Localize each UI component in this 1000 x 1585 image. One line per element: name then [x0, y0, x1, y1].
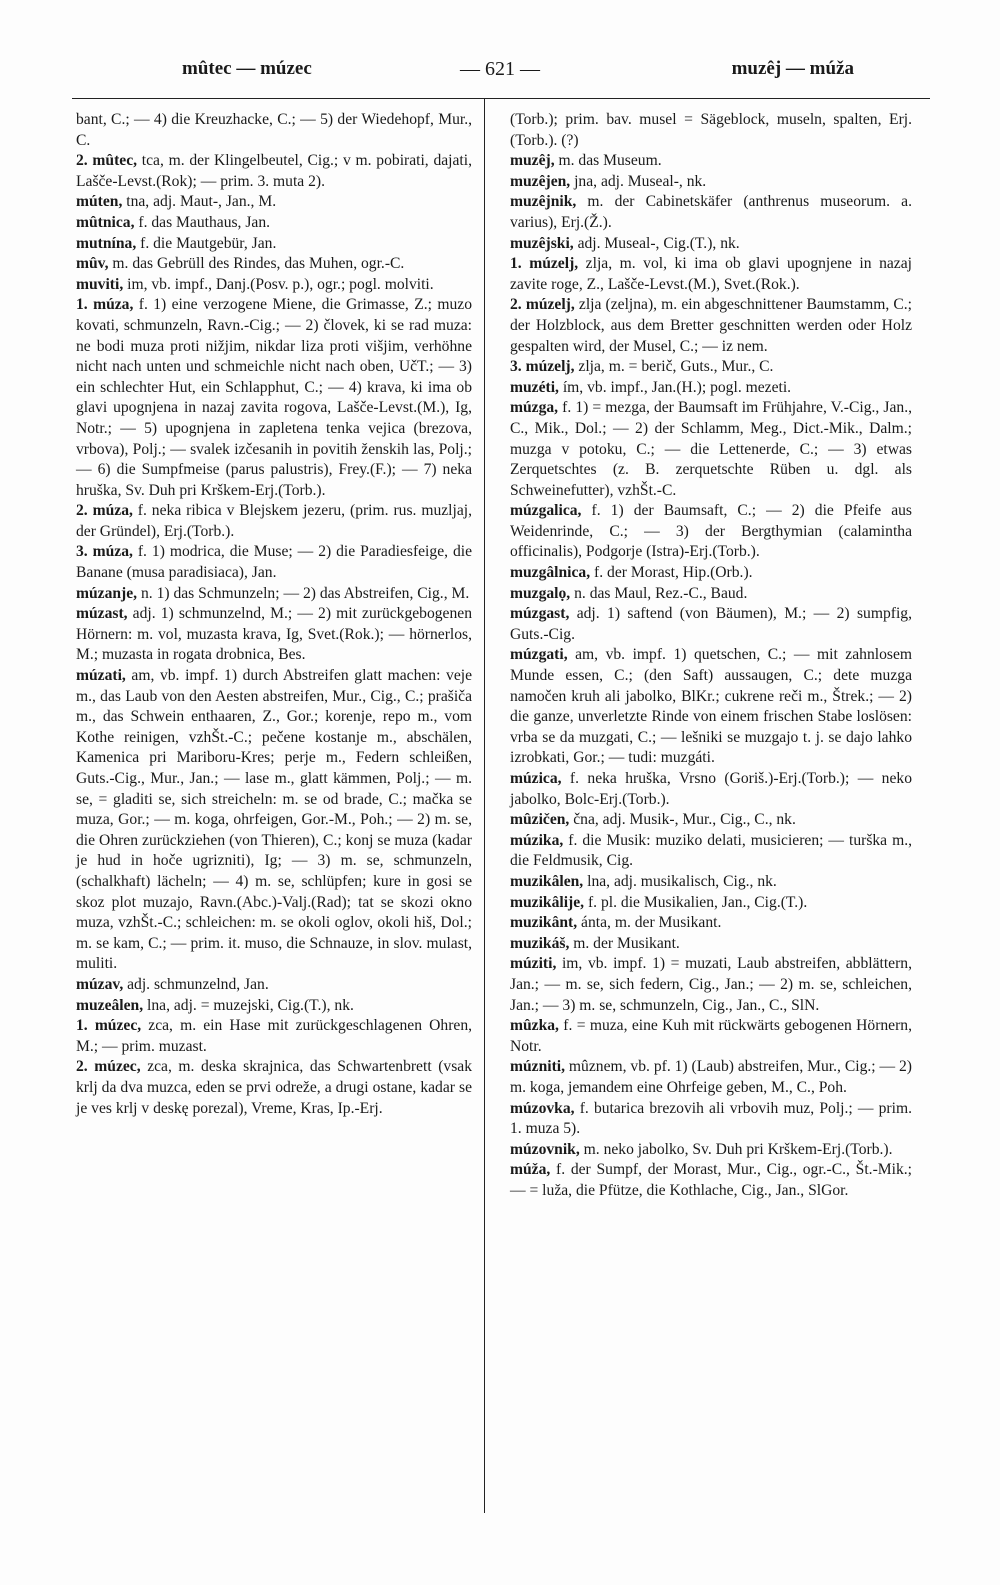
entry-headword: múža, — [510, 1161, 551, 1179]
left-column — [76, 110, 472, 1119]
dictionary-entry — [510, 501, 912, 563]
dictionary-entry — [76, 1016, 472, 1057]
entry-headword: muzêjnik, — [510, 193, 577, 211]
page-number: — 621 — — [460, 58, 540, 80]
entry-definition: jna, adj. Museal-, nk. — [570, 172, 707, 190]
entry-definition: f. = muza, eine Kuh mit rückwärts gebogenen Hörnern, Notr. — [510, 1017, 912, 1055]
header-rule — [72, 98, 930, 99]
entry-definition: f. pl. die Musikalien, Jan., Cig.(T.). — [584, 893, 808, 911]
entry-definition: im, vb. impf. 1) = muzati, Laub abstreifen, abblättern, Jan.; — m. se, sich federn, Cig., Jan.; — 2) m. se, schleichen, Jan.; — 3) m. se, schmunzeln, Cig., Jan., C., SlN. — [510, 955, 912, 1014]
dictionary-entry — [510, 913, 912, 934]
entry-headword: múzovka, — [510, 1099, 575, 1117]
dictionary-entry — [76, 996, 472, 1017]
dictionary-entry — [510, 1140, 912, 1161]
entry-definition: f. butarica brezovih ali vrbovih muz, Polj.; — prim. 1. muza 5). — [510, 1099, 912, 1138]
entry-definition: f. 1) der Baumsaft, C.; — 2) die Pfeife aus Weidenrinde, C.; — 3) der Bergthymian (calamintha officinalis), Podgorje (Istra)-Erj.(Torb.). — [510, 502, 912, 561]
dictionary-entry — [76, 501, 472, 542]
dictionary-entry — [510, 954, 912, 1016]
entry-headword: muzêjen, — [510, 172, 571, 190]
dictionary-entry — [510, 234, 912, 255]
entry-headword: 3. múza, — [76, 543, 133, 561]
header-right-guideword: muzêj — múža — [731, 58, 854, 79]
entry-headword: múzanje, — [76, 584, 138, 602]
dictionary-entry — [76, 666, 472, 975]
entry-headword: múzga, — [510, 399, 559, 417]
entry-headword: muzgâlnica, — [510, 564, 591, 582]
entry-headword: muzgalọ, — [510, 584, 571, 602]
entry-definition: f. 1) modrica, die Muse; — 2) die Paradiesfeige, die Banane (musa paradisiaca), Jan. — [76, 543, 472, 582]
entry-headword: múzati, — [76, 667, 126, 685]
header-left-guideword: mûtec — múzec — [182, 58, 312, 79]
entry-definition: lna, adj. = muzejski, Cig.(T.), nk. — [143, 996, 354, 1014]
entry-definition: adj. schmunzelnd, Jan. — [123, 975, 269, 993]
entry-definition: am, vb. impf. 1) quetschen, C.; — mit zahnlosem Munde essen, C.; (den Saft) aussaugen, C.; dete muzga namočen kruh ali jabolko, BlKr.; cukrene reči m., Štrek.; — 2) die ganze, unverletzte Rinde von einem frischen Stabe loslösen: vrba se da muzgati, C.; — lešniki se muzgajo t. j. se dajo lahko izrobkati, Gor.; — tudi: muzgáti. — [510, 646, 912, 767]
dictionary-entry — [510, 357, 912, 378]
entry-definition: m. neko jabolko, Sv. Duh pri Krškem-Erj.(Torb.). — [579, 1140, 893, 1158]
dictionary-entry — [510, 110, 912, 151]
dictionary-entry — [76, 254, 472, 275]
entry-definition: f. neka ribica v Blejskem jezeru, (prim. rus. muzljaj, der Gründel), Erj.(Torb.). — [76, 502, 472, 540]
dictionary-entry — [510, 831, 912, 872]
dictionary-entry — [76, 275, 472, 296]
entry-headword: muzikâlen, — [510, 872, 584, 890]
entry-headword: múzika, — [510, 831, 564, 849]
entry-definition: mûznem, vb. pf. 1) (Laub) abstreifen, Mur., Cig.; — 2) m. koga, jemandem eine Ohrfeige geben, M., C., Poh. — [510, 1058, 912, 1096]
entry-definition: f. der Morast, Hip.(Orb.). — [590, 564, 753, 582]
entry-headword: 1. múzec, — [76, 1017, 142, 1035]
entry-headword: muzikáš, — [510, 934, 570, 952]
dictionary-entry — [76, 213, 472, 234]
dictionary-entry — [76, 975, 472, 996]
dictionary-entry — [76, 1057, 472, 1119]
entry-headword: mûzičen, — [510, 811, 570, 829]
entry-definition: adj. 1) schmunzelnd, M.; — 2) mit zurückgebogenen Hörnern: m. vol, muzasta krava, Ig, Svet.(Rok.); — hörnerlos, M.; muzasta in rogata drobnica, Bes. — [76, 605, 472, 664]
entry-headword: mûv, — [76, 255, 109, 273]
dictionary-entry — [76, 192, 472, 213]
entry-headword: múzav, — [76, 975, 124, 993]
dictionary-entry — [510, 1057, 912, 1098]
entry-definition: f. 1) eine verzogene Miene, die Grimasse, Z.; muzo kovati, schmunzeln, Ravn.-Cig.; — 2) človek, ki se rad muza: ne bodi muza proti nižjim, nikdar liza proti višjim, verhöhne nicht nach unten und schmeichle nicht nach oben, UčT.; — 3) ein schlechter Hut, ein Schlapphut, C.; — 4) krava, ki ima ob glavi upognjena in nazaj zavita rogova, Lašče-Levst.(M.), Ig, Notr.; — 5) upognjena in zapletena tenka vejica (brezova, vrbova), Polj.; — svalek izčesanih in povitih ženskih las, Polj.; — 6) die Sumpfmeise (parus palustris), Frey.(F.); — 7) neka hruška, Sv. Duh pri Krškem-Erj.(Torb.). — [76, 296, 473, 499]
entry-definition: adj. 1) saftend (von Bäumen), M.; — 2) sumpfig, Guts.-Cig. — [510, 605, 912, 643]
entry-definition: f. 1) = mezga, der Baumsaft im Frühjahre, V.-Cig., Jan., C., Mik., Dol.; — 2) der Schlamm, Meg., Dict.-Mik., Dalm.; muzga v potoku, C.; — die Lettenerde, C.; — 3) etwas Zerquetschtes (z. B. zerquetschte Rüben u. dgl. als Schweinefutter), vzhŠt.-C. — [510, 399, 912, 499]
entry-headword: muzikânt, — [510, 914, 578, 932]
entry-headword: 2. múza, — [76, 502, 133, 520]
entry-headword: 2. múzec, — [76, 1058, 141, 1076]
page-header — [70, 54, 930, 86]
entry-headword: múzast, — [76, 605, 128, 623]
dictionary-entry — [510, 192, 912, 233]
entry-headword: 1. múza, — [76, 296, 134, 314]
dictionary-entry — [510, 1016, 912, 1057]
entry-headword: muzéti, — [510, 378, 559, 396]
entry-definition: (Torb.); prim. bav. musel = Sägeblock, museln, spalten, Erj.(Torb.). (?) — [510, 111, 912, 149]
dictionary-entry — [510, 604, 912, 645]
right-column — [510, 110, 912, 1201]
dictionary-entry — [510, 151, 912, 172]
entry-headword: múzniti, — [510, 1058, 566, 1076]
entry-headword: muviti, — [76, 275, 124, 293]
dictionary-entry — [76, 295, 472, 501]
entry-headword: múten, — [76, 193, 123, 211]
entry-headword: muzêj, — [510, 152, 555, 170]
entry-definition: zlja, m. vol, ki ima ob glavi upognjene in nazaj zavite roge, Z., Lašče-Levst.(M.), Svet.(Rok.). — [510, 255, 912, 293]
dictionary-entry — [76, 110, 472, 151]
dictionary-entry — [76, 234, 472, 255]
entry-definition: am, vb. impf. 1) durch Abstreifen glatt machen: veje m., das Laub von den Aesten abstreifen, Mur., Cig., C.; prašiča m., das Schwein enthaaren, Z., Gor.; korenje, repo m., vom Kothe reinigen, vzhŠt.-C.; pečene kostanje m., abschälen, Kamenica pri Mariboru-Kres; perje m., Federn schleißen, Guts.-Cig., Mur., Jan.; — lase m., glatt kämmen, Polj.; — m. se, = gladiti se, sich streicheln: m. se od brade, C.; mačka se muza, Gor.; — m. koga, ohrfeigen, Gor.-M., Poh.; — 2) m. se, die Ohren zurückziehen (von Thieren), C.; konj se muza (kadar je hud in hoče ugrizniti), Ig; — 3) m. se, schmunzeln, (schalkhaft) lächeln; — 4) m. se, schlüpfen; kure in gosi se skoz plot muzajo, Ravn.(Abc.)-Valj.(Rad); tat se skozi okno muza, vzhŠt.-C.; schleichen: m. se okoli oglov, okoli hiš, Dol.; m. se kam, C.; — prim. it. muso, die Schnauze, in slov. mulast, muliti. — [76, 667, 472, 973]
entry-definition: adj. Museal-, Cig.(T.), nk. — [573, 234, 740, 252]
dictionary-entry — [510, 1160, 912, 1201]
dictionary-entry — [510, 378, 912, 399]
entry-definition: ím, vb. impf., Jan.(H.); pogl. mezeti. — [558, 378, 792, 396]
entry-definition: f. das Mauthaus, Jan. — [134, 213, 271, 231]
entry-definition: m. das Gebrüll des Rindes, das Muhen, ogr.-C. — [108, 255, 405, 273]
dictionary-entry — [510, 893, 912, 914]
dictionary-entry — [76, 542, 472, 583]
dictionary-entry — [510, 295, 912, 357]
entry-headword: múzgati, — [510, 646, 568, 664]
dictionary-entry — [510, 254, 912, 295]
entry-definition: f. der Sumpf, der Morast, Mur., Cig., ogr.-C., Št.-Mik.; — = luža, die Pfütze, die Kothlache, Cig., Jan., SlGor. — [510, 1161, 912, 1199]
entry-headword: 2. mûtec, — [76, 152, 138, 170]
dictionary-entry — [510, 398, 912, 501]
dictionary-entry — [510, 645, 912, 769]
entry-definition: m. das Museum. — [554, 152, 662, 170]
entry-definition: im, vb. impf., Danj.(Posv. p.), ogr.; pogl. molviti. — [123, 275, 434, 293]
entry-definition: zca, m. deska skrajnica, das Schwartenbrett (vsak krlj da dva muzca, eden se prvi odreže, a drugi ostane, kadar se je ves krlj v deskę porezal), Vreme, Kras, Ip.-Erj. — [76, 1058, 473, 1117]
entry-definition: bant, C.; — 4) die Kreuzhacke, C.; — 5) der Wiedehopf, Mur., C. — [76, 111, 472, 149]
entry-definition: ánta, m. der Musikant. — [577, 914, 722, 932]
entry-definition: n. 1) das Schmunzeln; — 2) das Abstreifen, Cig., M. — [137, 584, 470, 602]
dictionary-entry — [76, 151, 472, 192]
entry-headword: 1. múzelj, — [510, 255, 579, 273]
dictionary-entry — [510, 172, 912, 193]
entry-definition: zca, m. ein Hase mit zurückgeschlagenen Ohren, M.; — prim. muzast. — [76, 1017, 473, 1055]
entry-definition: m. der Cabinetskäfer (anthrenus museorum. a. varius), Erj.(Ž.). — [510, 193, 912, 231]
entry-headword: muzeâlen, — [76, 996, 144, 1014]
entry-definition: zlja (zeljna), m. ein abgeschnittener Baumstamm, C.; der Holzblock, aus dem Bretter geschnitten werden oder Holz gespalten wird, der Musel, C.; — iz nem. — [510, 296, 912, 355]
entry-headword: múzgast, — [510, 605, 570, 623]
dictionary-entry — [510, 563, 912, 584]
dictionary-entry — [510, 1099, 912, 1140]
entry-definition: lna, adj. musikalisch, Cig., nk. — [583, 872, 777, 890]
entry-headword: 2. múzelj, — [510, 296, 575, 314]
column-divider — [484, 98, 485, 1513]
entry-definition: m. der Musikant. — [569, 934, 680, 952]
dictionary-entry — [510, 872, 912, 893]
entry-headword: muzêjski, — [510, 234, 574, 252]
entry-headword: mutnína, — [76, 234, 137, 252]
entry-headword: mûtnica, — [76, 213, 135, 231]
entry-definition: n. das Maul, Rez.-C., Baud. — [570, 584, 748, 602]
entry-definition: zlja, m. = berič, Guts., Mur., C. — [574, 358, 774, 376]
entry-headword: muzikâlije, — [510, 893, 585, 911]
dictionary-entry — [510, 769, 912, 810]
dictionary-entry — [510, 584, 912, 605]
entry-definition: f. die Musik: muziko delati, musicieren; — turška m., die Feldmusik, Cig. — [510, 831, 912, 870]
entry-definition: f. die Mautgebür, Jan. — [136, 234, 277, 252]
entry-headword: múziti, — [510, 955, 557, 973]
entry-headword: 3. múzelj, — [510, 358, 575, 376]
entry-definition: f. neka hruška, Vrsno (Goriš.)-Erj.(Torb.); — neko jabolko, Bolc-Erj.(Torb.). — [510, 770, 912, 808]
entry-headword: múzovnik, — [510, 1140, 580, 1158]
dictionary-entry — [510, 934, 912, 955]
dictionary-entry — [510, 810, 912, 831]
dictionary-entry — [76, 604, 472, 666]
entry-definition: čna, adj. Musik-, Mur., Cig., C., nk. — [569, 811, 796, 829]
entry-headword: múzgalica, — [510, 502, 582, 520]
entry-definition: tca, m. der Klingelbeutel, Cig.; v m. pobirati, dajati, Lašče-Levst.(Rok); — prim. 3. muta 2). — [76, 152, 472, 190]
entry-definition: tna, adj. Maut-, Jan., M. — [122, 193, 277, 211]
entry-headword: múzica, — [510, 770, 562, 787]
entry-headword: mûzka, — [510, 1017, 559, 1035]
dictionary-entry — [76, 584, 472, 605]
